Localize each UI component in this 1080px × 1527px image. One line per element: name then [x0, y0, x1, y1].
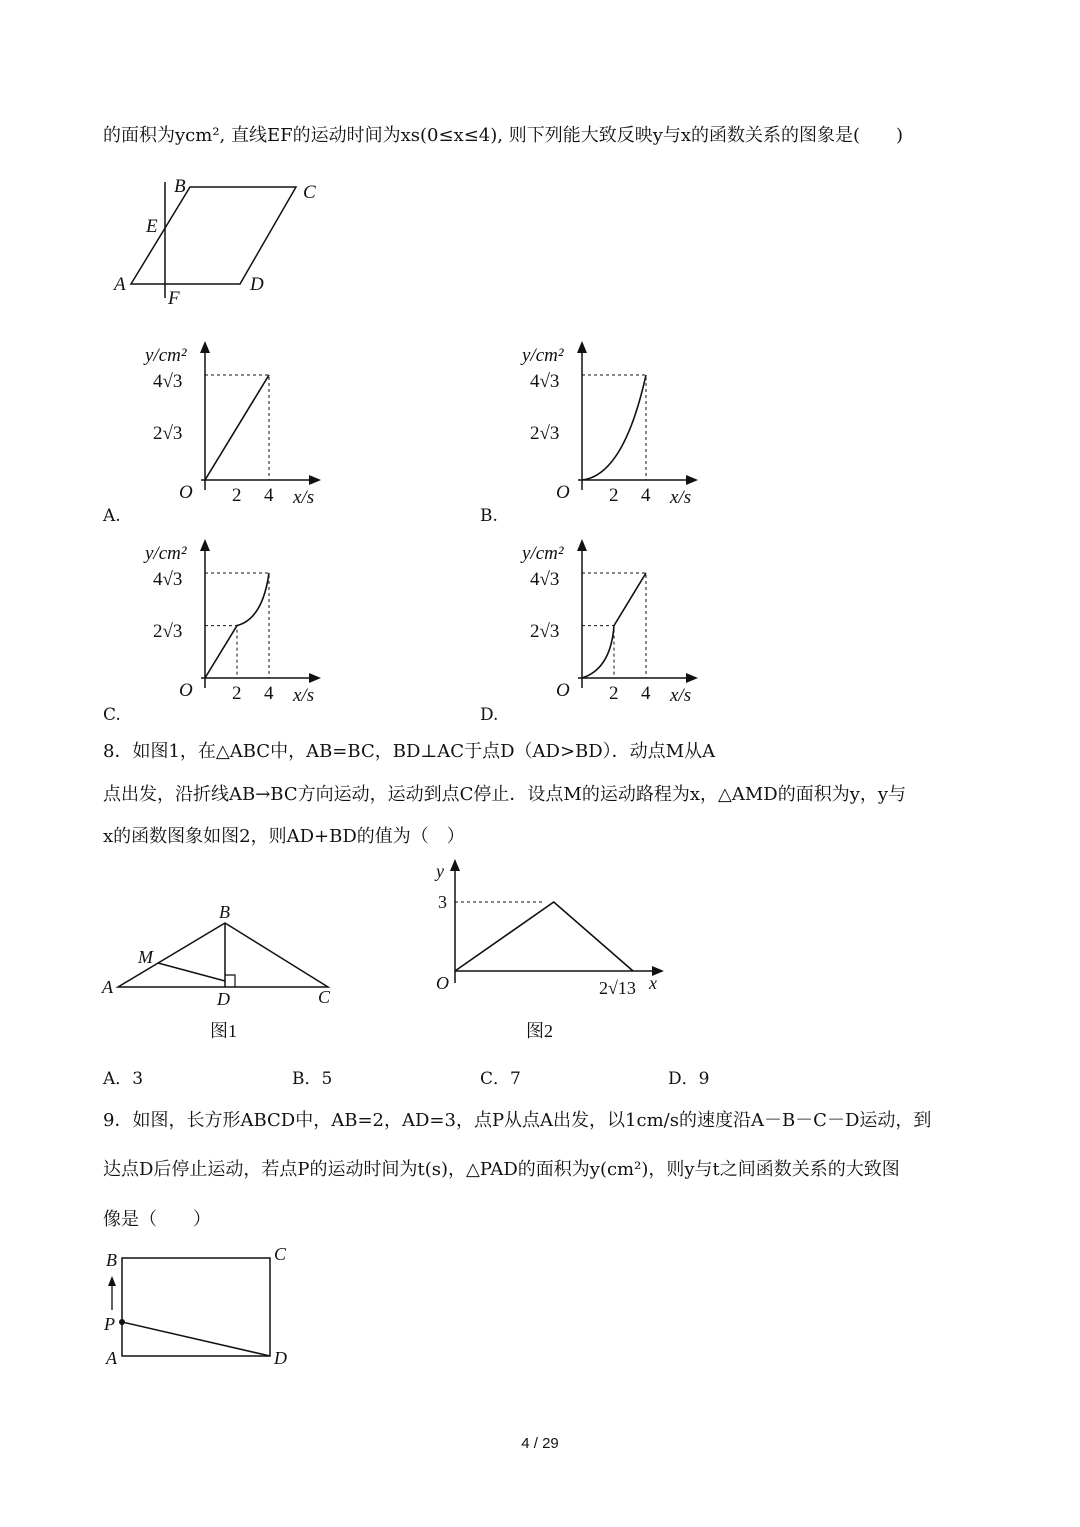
- graph-c: [135, 533, 335, 708]
- q9-label-B: B: [106, 1250, 117, 1270]
- tick-label-y-hi: 4√3: [153, 569, 183, 590]
- graph-b: [512, 335, 712, 510]
- label-B: B: [174, 176, 186, 197]
- series-line: [205, 375, 269, 480]
- q7-parallelogram-figure: [100, 170, 340, 310]
- q9-label-A: A: [106, 1348, 117, 1368]
- tick-label-y-mid: 2√3: [530, 423, 560, 444]
- q8-line3: x的函数图象如图2，则AD+BD的值为（ ）: [103, 826, 465, 847]
- tick-label-x-4: 4: [264, 485, 274, 506]
- origin-label: O: [179, 482, 193, 503]
- q9-label-D: D: [274, 1348, 287, 1368]
- fig2-tick-3: 3: [438, 892, 447, 912]
- q8-line2: 点出发，沿折线AB→BC方向运动，运动到点C停止．设点M的运动路程为x，△AMD的面积为y，y与: [103, 784, 907, 805]
- y-axis-label: y/cm²: [145, 543, 187, 564]
- tick-label-x-4: 4: [264, 683, 274, 704]
- x-axis-arrow: [309, 475, 321, 485]
- graph-a: [135, 335, 335, 510]
- q7-stem: 的面积为ycm², 直线EF的运动时间为xs(0≤x≤4), 则下列能大致反映y与x的函数关系的图象是( ): [103, 125, 904, 146]
- option-c[interactable]: C.: [103, 705, 121, 725]
- x-axis-arrow: [686, 673, 698, 683]
- q9-label-P: P: [104, 1314, 115, 1334]
- fig1-label-M: M: [138, 947, 153, 967]
- fig1-label-C: C: [318, 987, 331, 1007]
- q8-fig1-triangle: [100, 895, 350, 1055]
- fig1-label-B: B: [219, 902, 230, 922]
- q9-label-C: C: [274, 1244, 287, 1264]
- q9-rectangle-figure: [100, 1240, 320, 1375]
- y-axis-label: y/cm²: [522, 543, 564, 564]
- origin-label: O: [556, 482, 570, 503]
- fig2-y-label: y: [436, 861, 444, 881]
- page-number: 4 / 29: [521, 1435, 559, 1452]
- fig2-x-label: x: [649, 973, 657, 993]
- q8-option-b[interactable]: B．5: [292, 1069, 333, 1089]
- q8-option-a[interactable]: A．3: [103, 1069, 144, 1089]
- x-axis-label: x/s: [293, 487, 315, 508]
- tick-label-x-2: 2: [232, 485, 242, 506]
- y-axis-label: y/cm²: [145, 345, 187, 366]
- option-a[interactable]: A.: [103, 506, 121, 526]
- label-F: F: [168, 288, 180, 309]
- y-axis-label: y/cm²: [522, 345, 564, 366]
- fig1-caption: 图1: [210, 1021, 237, 1041]
- x-axis-arrow: [309, 673, 321, 683]
- option-b[interactable]: B.: [480, 506, 498, 526]
- tick-label-y-mid: 2√3: [153, 621, 183, 642]
- series-line: [582, 375, 646, 480]
- q8-option-c[interactable]: C．7: [480, 1069, 521, 1089]
- tick-label-y-mid: 2√3: [530, 621, 560, 642]
- guide-top: [582, 375, 646, 480]
- fig1-label-A: A: [102, 977, 113, 997]
- y-axis-arrow: [200, 341, 210, 353]
- option-d[interactable]: D.: [480, 705, 499, 725]
- label-E: E: [146, 216, 158, 237]
- tick-label-y-mid: 2√3: [153, 423, 183, 444]
- q8-line1: 8．如图1，在△ABC中，AB=BC，BD⊥AC于点D（AD>BD）．动点M从A: [103, 741, 716, 762]
- y-axis-arrow: [577, 539, 587, 551]
- x-axis-label: x/s: [293, 685, 315, 706]
- y-axis-arrow: [200, 539, 210, 551]
- q8-option-d[interactable]: D．9: [668, 1069, 710, 1089]
- q9-line1: 9．如图，长方形ABCD中，AB=2，AD=3，点P从点A出发，以1cm/s的速度沿A－B－C－D运动，到: [103, 1110, 932, 1131]
- x-axis-label: x/s: [670, 487, 692, 508]
- tick-label-y-hi: 4√3: [530, 371, 560, 392]
- fig2-caption: 图2: [526, 1021, 553, 1041]
- tick-label-x-4: 4: [641, 485, 651, 506]
- q8-fig2-graph: [420, 855, 680, 1045]
- tick-label-x-2: 2: [609, 485, 619, 506]
- q9-line2: 达点D后停止运动，若点P的运动时间为t(s)，△PAD的面积为y(cm²)，则y与t之间函数关系的大致图: [103, 1159, 900, 1180]
- origin-label: O: [179, 680, 193, 701]
- fig2-xend: 2√13: [599, 978, 636, 998]
- label-D: D: [250, 274, 264, 295]
- fig1-label-D: D: [217, 989, 230, 1009]
- tick-label-x-4: 4: [641, 683, 651, 704]
- q9-line3: 像是（ ）: [103, 1209, 211, 1230]
- arrow-up-icon: [108, 1276, 116, 1286]
- label-A: A: [114, 274, 126, 295]
- origin-label: O: [556, 680, 570, 701]
- tick-label-x-2: 2: [232, 683, 242, 704]
- x-axis-arrow: [686, 475, 698, 485]
- graph-d: [512, 533, 712, 708]
- tick-label-y-hi: 4√3: [153, 371, 183, 392]
- label-C: C: [303, 182, 316, 203]
- tick-label-x-2: 2: [609, 683, 619, 704]
- fig2-origin: O: [436, 973, 449, 993]
- x-axis-label: x/s: [670, 685, 692, 706]
- y-axis-arrow: [577, 341, 587, 353]
- tick-label-y-hi: 4√3: [530, 569, 560, 590]
